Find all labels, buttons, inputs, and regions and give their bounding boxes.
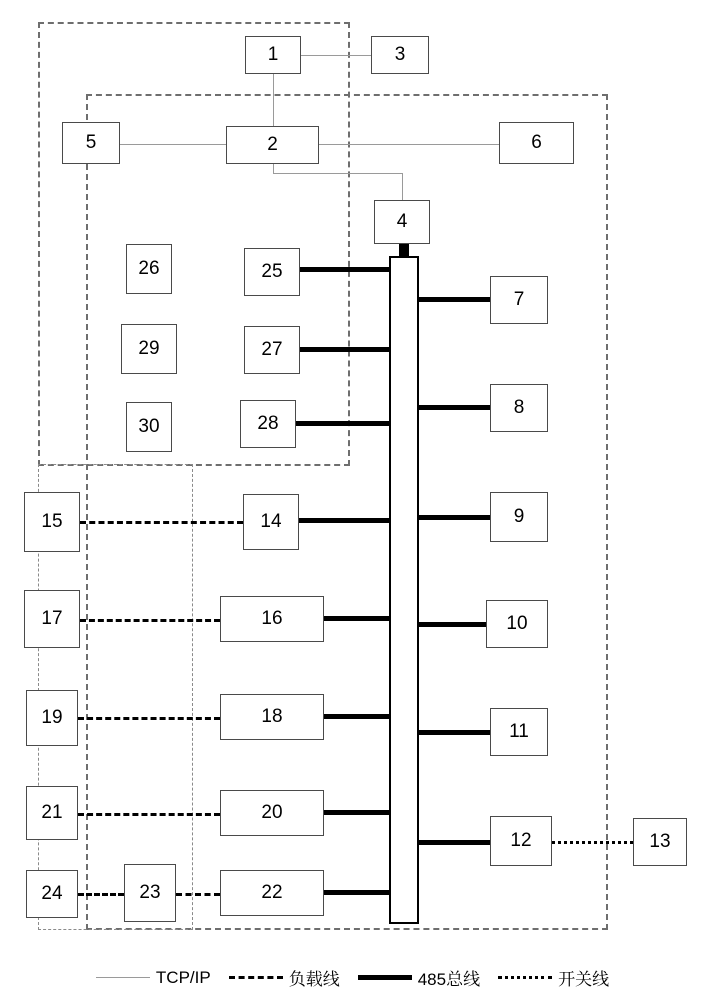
node-8[interactable]: 8: [490, 384, 548, 432]
node-16[interactable]: 16: [220, 596, 324, 642]
bus-branch-27: [300, 347, 392, 352]
load-link-17-16: [80, 619, 220, 622]
link-5-2: [120, 144, 226, 145]
bus-branch-7: [416, 297, 490, 302]
node-7[interactable]: 7: [490, 276, 548, 324]
link-1-3: [301, 55, 371, 56]
load-link-21-20: [78, 813, 220, 816]
switch-link-12-13: [552, 841, 633, 844]
node-25[interactable]: 25: [244, 248, 300, 296]
bus-branch-28: [296, 421, 392, 426]
legend-label-load: 负载线: [288, 970, 340, 989]
node-14[interactable]: 14: [243, 494, 299, 550]
legend-label-tcp: TCP/IP: [155, 967, 211, 987]
bus-branch-22: [324, 890, 392, 895]
load-link-15-14: [80, 521, 243, 524]
node-20[interactable]: 20: [220, 790, 324, 836]
node-17[interactable]: 17: [24, 590, 80, 648]
load-link-24-23: [78, 893, 124, 896]
node-27[interactable]: 27: [244, 326, 300, 374]
node-18[interactable]: 18: [220, 694, 324, 740]
node-3[interactable]: 3: [371, 36, 429, 74]
bus-branch-9: [416, 515, 490, 520]
link-1-2: [273, 74, 274, 126]
node-30[interactable]: 30: [126, 402, 172, 452]
node-2[interactable]: 2: [226, 126, 319, 164]
legend-label-bus485: 485总线: [417, 970, 481, 989]
node-4[interactable]: 4: [374, 200, 430, 244]
bus-branch-20: [324, 810, 392, 815]
link-4-up: [402, 173, 403, 200]
bus-branch-8: [416, 405, 490, 410]
node-6[interactable]: 6: [499, 122, 574, 164]
legend-item-switch: [498, 965, 609, 990]
link-2-6: [319, 144, 499, 145]
node-1[interactable]: 1: [245, 36, 301, 74]
legend-item-load: [229, 965, 340, 990]
legend-item-bus485: [358, 965, 480, 990]
node-10[interactable]: 10: [486, 600, 548, 648]
bus-branch-14: [299, 518, 392, 523]
link-2-4-horizontal: [273, 173, 402, 174]
bus-branch-10: [416, 622, 486, 627]
bus-branch-16: [324, 616, 392, 621]
bus-branch-18: [324, 714, 392, 719]
load-link-23-22: [176, 893, 220, 896]
node-21[interactable]: 21: [26, 786, 78, 840]
load-link-19-18: [78, 717, 220, 720]
legend-label-switch: 开关线: [558, 970, 610, 989]
link-2-down: [273, 164, 274, 173]
bus-branch-11: [416, 730, 490, 735]
bus485-line-swatch-icon: [358, 975, 412, 980]
node-24[interactable]: 24: [26, 870, 78, 918]
node-28[interactable]: 28: [240, 400, 296, 448]
legend: [0, 955, 705, 1000]
node-9[interactable]: 9: [490, 492, 548, 542]
legend-item-tcp: [96, 968, 211, 988]
tcpip-line-swatch-icon: [96, 977, 150, 978]
switch-line-swatch-icon: [498, 976, 552, 979]
load-line-swatch-icon: [229, 976, 283, 979]
node-12[interactable]: 12: [490, 816, 552, 866]
node-15[interactable]: 15: [24, 492, 80, 552]
node-5[interactable]: 5: [62, 122, 120, 164]
node-26[interactable]: 26: [126, 244, 172, 294]
bus-branch-25: [300, 267, 392, 272]
bus-branch-12: [416, 840, 490, 845]
node-23[interactable]: 23: [124, 864, 176, 922]
bus-485-trunk: [389, 256, 419, 924]
node-22[interactable]: 22: [220, 870, 324, 916]
node-19[interactable]: 19: [26, 690, 78, 746]
node-13[interactable]: 13: [633, 818, 687, 866]
node-29[interactable]: 29: [121, 324, 177, 374]
node-11[interactable]: 11: [490, 708, 548, 756]
